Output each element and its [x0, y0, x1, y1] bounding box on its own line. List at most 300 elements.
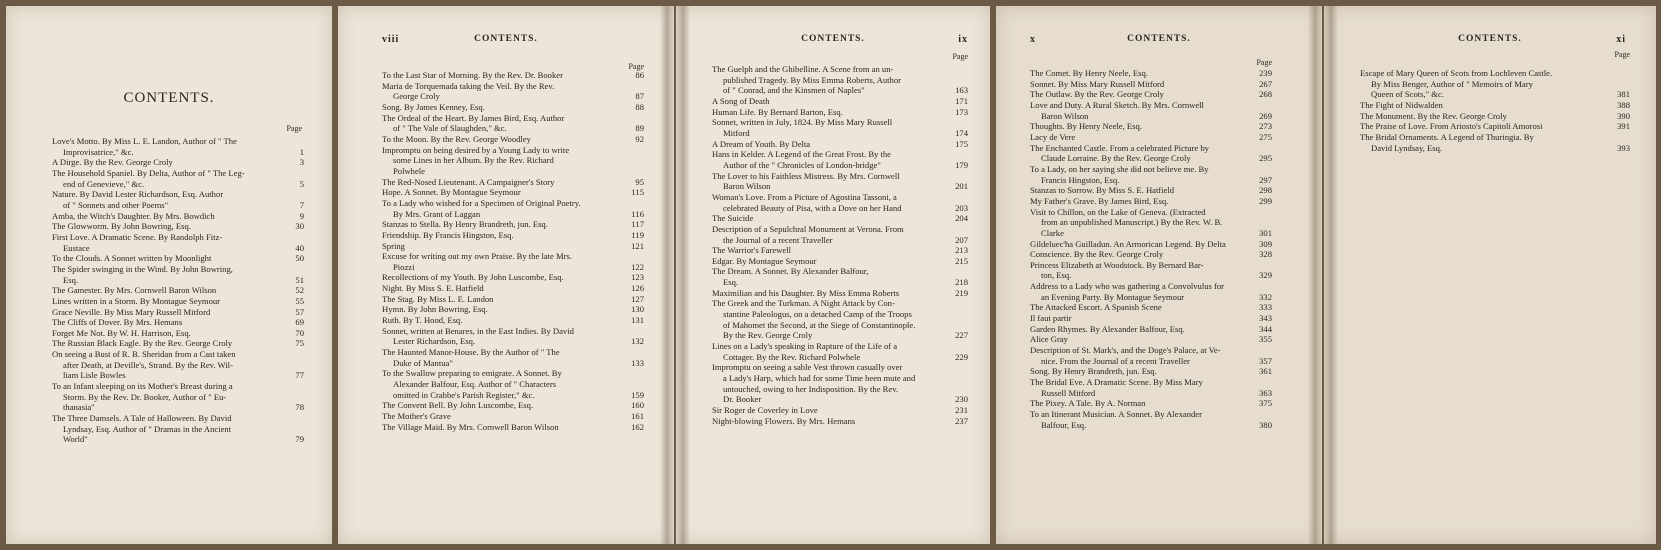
entry-title: Baron Wilson	[1041, 110, 1089, 121]
entry-page-number: 231	[955, 405, 968, 415]
contents-entry	[712, 330, 968, 341]
entry-title: To an Infant sleeping on its Mother's Breast during a	[52, 381, 233, 392]
entry-title: A Song of Death	[712, 95, 770, 106]
entry-title: Song. By Henry Brandreth, jun. Esq.	[1030, 366, 1157, 377]
entry-title: The Comet. By Henry Neele, Esq.	[1030, 68, 1148, 78]
contents-entry	[1030, 196, 1272, 207]
entry-page-number: 297	[1259, 174, 1272, 185]
entry-title: Description of a Sepulchral Monument at Verona. From	[712, 223, 904, 234]
contents-entry	[1030, 420, 1272, 431]
contents-entry	[382, 102, 644, 113]
contents-entry	[712, 213, 968, 224]
contents-entry	[712, 75, 968, 86]
entry-page-number: 207	[955, 234, 968, 245]
entry-page-number: 40	[295, 242, 304, 253]
entry-page-number: 227	[955, 330, 968, 341]
entry-page-number: 357	[1259, 355, 1272, 366]
entry-title: To the Swallow preparing to emigrate. A Sonnet. By	[382, 368, 562, 379]
entry-title: Thoughts. By Henry Neele, Esq.	[1030, 121, 1142, 132]
entry-title: The Village Maid. By Mrs. Cornwell Baron Wilson	[382, 421, 559, 432]
entry-page-number: 127	[631, 293, 644, 304]
entry-page-number: 301	[1259, 227, 1272, 238]
entry-title: The Convent Bell. By John Luscombe, Esq.	[382, 400, 534, 411]
contents-entry	[1030, 366, 1272, 377]
entry-page-number: 132	[631, 336, 644, 347]
contents-entry	[712, 235, 968, 246]
entry-page-number: 57	[295, 306, 304, 317]
entry-title: a Lady's Harp, which had for some Time been mute and	[723, 373, 916, 384]
entry-title: The Russian Black Eagle. By the Rev. George Croly	[52, 338, 233, 349]
entry-page-number: 213	[955, 245, 968, 256]
entry-title: World"	[63, 434, 88, 445]
entry-title: The Lover to his Faithless Mistress. By Mrs. Cornwell	[712, 170, 900, 181]
entry-title: Russell Mitford	[1041, 387, 1096, 398]
entry-title: Maria de Torquemada taking the Veil. By the Rev.	[382, 80, 555, 91]
header-title: CONTENTS.	[474, 34, 538, 44]
entry-title: Grace Neville. By Miss Mary Russell Mitford	[52, 306, 211, 317]
contents-entry	[1030, 398, 1272, 409]
entry-title: The Enchanted Castle. From a celebrated Picture by	[1030, 142, 1209, 153]
page-number: x	[1030, 34, 1036, 45]
contents-entry	[712, 352, 968, 363]
contents-page-1	[6, 6, 332, 544]
entry-page-number: 363	[1259, 387, 1272, 398]
contents-entry	[382, 123, 644, 134]
entry-page-number: 50	[295, 253, 304, 264]
entry-page-number: 219	[955, 287, 968, 298]
entry-page-number: 87	[635, 91, 644, 102]
page-column-label: Page	[1256, 58, 1272, 67]
contents-entry	[1360, 111, 1630, 122]
entry-page-number: 215	[955, 255, 968, 266]
entry-page-number: 344	[1259, 323, 1272, 334]
entry-page-number: 5	[299, 178, 304, 189]
entry-title: The Monument. By the Rev. George Croly	[1360, 110, 1507, 121]
entry-title: liam Lisle Bowles	[63, 370, 126, 381]
contents-entry	[1030, 388, 1272, 399]
entry-page-number: 230	[955, 394, 968, 405]
contents-entry	[1360, 100, 1630, 111]
entry-title: A Dirge. By the Rev. George Croly	[52, 157, 173, 168]
contents-entry	[382, 336, 644, 347]
entry-title: Mitford	[723, 127, 750, 138]
contents-entry	[52, 296, 304, 307]
entry-page-number: 275	[1259, 131, 1272, 142]
contents-entry	[382, 187, 644, 198]
entry-title: To the Last Star of Morning. By the Rev. Dr. Booker	[382, 70, 563, 80]
entry-title: The Ordeal of the Heart. By James Bird, Esq. Author	[382, 112, 565, 123]
entry-title: David Lyndsay, Esq.	[1371, 142, 1443, 153]
entry-page-number: 299	[1259, 195, 1272, 206]
entry-title: Piozzi	[393, 261, 415, 272]
entry-title: stantine Paleologus, on a detached Camp of the Troops	[723, 309, 912, 320]
entry-title: The Mother's Grave	[382, 411, 451, 421]
entry-page-number: 9	[299, 210, 304, 221]
entry-title: Cottager. By the Rev. Richard Polwhele	[723, 351, 861, 362]
entry-title: of Mahomet the Second, at the Siege of Constantinople.	[723, 319, 916, 330]
contents-entry	[382, 166, 644, 177]
entry-page-number: 7	[299, 199, 304, 210]
contents-entry	[712, 149, 968, 160]
contents-entry	[1030, 143, 1272, 154]
entry-title: Polwhele	[393, 165, 425, 176]
contents-entry	[712, 203, 968, 214]
entry-title: Balfour, Esq.	[1041, 419, 1087, 430]
entry-title: end of Genevieve," &c.	[63, 178, 145, 189]
entry-title: Song. By James Kenney, Esq.	[382, 101, 485, 112]
contents-entry	[1030, 249, 1272, 260]
contents-entry	[382, 304, 644, 315]
contents-entry	[52, 200, 304, 211]
entry-page-number: 267	[1259, 78, 1272, 89]
contents-entry	[52, 243, 304, 254]
page-column-label: Page	[1614, 50, 1630, 59]
entry-title: The Guelph and the Ghibelline. A Scene from an un-	[712, 64, 894, 74]
entry-title: A Dream of Youth. By Delta	[712, 138, 811, 149]
contents-entry	[712, 192, 968, 203]
entry-title: Esq.	[63, 274, 79, 285]
contents-entry	[1360, 79, 1630, 90]
entry-title: Sonnet. By Miss Mary Russell Mitford	[1030, 78, 1165, 89]
entry-page-number: 381	[1617, 89, 1630, 100]
entry-title: Love's Motto. By Miss L. E. Landon, Author of " The	[52, 136, 237, 146]
contents-page-ix	[676, 6, 990, 544]
entry-title: By Miss Benger, Author of " Memoirs of Mary	[1371, 78, 1533, 89]
entry-title: Francis Hingston, Esq.	[1041, 174, 1120, 185]
entry-page-number: 95	[635, 176, 644, 187]
entry-page-number: 75	[295, 338, 304, 349]
contents-entry	[52, 370, 304, 381]
contents-entry	[382, 326, 644, 337]
contents-entry	[1030, 228, 1272, 239]
entry-title: Impromptu on being desired by a Young Lady to write	[382, 144, 570, 155]
entry-page-number: 78	[295, 402, 304, 413]
entry-title: The Bridal Ornaments. A Legend of Thuringia. By	[1360, 131, 1534, 142]
contents-entry	[712, 384, 968, 395]
entry-title: omitted in Crabbe's Parish Register," &c.	[393, 389, 535, 400]
entry-page-number: 343	[1259, 313, 1272, 324]
contents-entry	[52, 381, 304, 392]
entry-title: To a Lady, on her saying she did not believe me. By	[1030, 163, 1209, 174]
entry-page-number: 355	[1259, 334, 1272, 345]
contents-list	[52, 136, 304, 445]
contents-entry	[712, 277, 968, 288]
contents-entry	[382, 145, 644, 156]
entry-title: The Attacked Escort. A Spanish Scene	[1030, 302, 1162, 313]
contents-entry	[382, 262, 644, 273]
contents-entry	[1030, 270, 1272, 281]
page-number: viii	[382, 34, 400, 45]
entry-title: Dr. Booker	[723, 394, 762, 405]
contents-entry	[1030, 292, 1272, 303]
entry-title: Spring	[382, 240, 405, 251]
entry-title: Amba, the Witch's Daughter. By Mrs. Bowdich	[52, 210, 215, 221]
contents-entry	[52, 349, 304, 360]
entry-page-number: 329	[1259, 270, 1272, 281]
entry-title: of " Conrad, and the Kinsmen of Naples"	[723, 85, 865, 96]
contents-entry	[52, 275, 304, 286]
entry-title: Queen of Scots," &c.	[1371, 89, 1444, 100]
contents-entry	[52, 168, 304, 179]
contents-entry	[1030, 132, 1272, 143]
entry-page-number: 115	[631, 187, 644, 198]
entry-title: Night. By Miss S. E. Hatfield	[382, 283, 484, 294]
entry-page-number: 160	[631, 400, 644, 411]
entry-page-number: 203	[955, 202, 968, 213]
page-gutter	[1324, 6, 1338, 544]
contents-entry	[382, 91, 644, 102]
entry-title: Duke of Mantua"	[393, 357, 453, 368]
entry-title: Hymn. By John Bowring, Esq.	[382, 304, 488, 315]
entry-title: On seeing a Bust of R. B. Sheridan from a Cast taken	[52, 349, 236, 360]
contents-entry	[382, 390, 644, 401]
entry-title: Lyndsay, Esq. Author of " Dramas in the Ancient	[63, 423, 232, 434]
contents-entry	[382, 347, 644, 358]
entry-page-number: 268	[1259, 89, 1272, 100]
contents-entry	[382, 315, 644, 326]
entry-title: Edgar. By Montague Seymour	[712, 255, 817, 266]
contents-entry	[1030, 313, 1272, 324]
entry-title: Sir Roger de Coverley in Love	[712, 405, 818, 415]
contents-entry	[1030, 185, 1272, 196]
entry-title: To an Itinerant Musician. A Sonnet. By Alexander	[1030, 409, 1202, 419]
entry-title: The Outlaw. By the Rev. George Croly	[1030, 89, 1164, 100]
header-title: CONTENTS.	[1458, 34, 1522, 44]
contents-entry	[52, 338, 304, 349]
contents-entry	[382, 368, 644, 379]
entry-title: the Journal of a recent Traveller	[723, 234, 833, 245]
contents-entry	[1030, 324, 1272, 335]
contents-entry	[712, 181, 968, 192]
entry-page-number: 229	[955, 351, 968, 362]
entry-title: Lines written in a Storm. By Montague Seymour	[52, 295, 221, 306]
entry-page-number: 273	[1259, 121, 1272, 132]
entry-title: Baron Wilson	[723, 181, 771, 192]
entry-title: The Dream. A Sonnet. By Alexander Balfour,	[712, 266, 869, 277]
entry-title: The Gamester. By Mrs. Cornwell Baron Wilson	[52, 285, 217, 296]
entry-page-number: 163	[955, 85, 968, 96]
contents-page-x	[996, 6, 1322, 544]
contents-entry	[382, 241, 644, 252]
entry-title: Alice Gray	[1030, 334, 1068, 345]
page-column-label: Page	[286, 124, 302, 133]
entry-page-number: 179	[955, 159, 968, 170]
page-column-label: Page	[952, 52, 968, 61]
entry-title: after Death, at Deville's, Strand. By the Rev. Wil-	[63, 359, 233, 370]
contents-entry	[382, 219, 644, 230]
contents-entry	[382, 155, 644, 166]
contents-entry	[712, 85, 968, 96]
entry-title: The Household Spaniel. By Delta, Author of " The Leg-	[52, 167, 245, 178]
contents-entry	[1030, 153, 1272, 164]
entry-page-number: 171	[955, 95, 968, 106]
contents-entry	[52, 253, 304, 264]
contents-entry	[382, 358, 644, 369]
entry-title: Claude Lorraine. By the Rev. George Croly	[1041, 153, 1191, 164]
entry-title: Recollections of my Youth. By John Luscombe, Esq.	[382, 272, 564, 283]
entry-page-number: 393	[1617, 142, 1630, 153]
contents-entry	[1030, 68, 1272, 79]
contents-entry	[1030, 217, 1272, 228]
entry-page-number: 161	[631, 411, 644, 421]
contents-entry	[1030, 281, 1272, 292]
entry-page-number: 388	[1617, 99, 1630, 110]
entry-page-number: 237	[955, 415, 968, 426]
entry-title: Garden Rhymes. By Alexander Balfour, Esq.	[1030, 323, 1185, 334]
entry-title: Impromptu on seeing a sable Vest thrown casually over	[712, 362, 903, 373]
contents-entry	[712, 362, 968, 373]
contents-entry	[382, 230, 644, 241]
entry-title: To a Lady who wished for a Specimen of Original Poetry.	[382, 197, 581, 208]
entry-page-number: 328	[1259, 249, 1272, 260]
contents-entry	[1360, 68, 1630, 79]
contents-entry	[1030, 334, 1272, 345]
entry-title: The Suicide	[712, 213, 754, 224]
contents-entry	[52, 413, 304, 424]
entry-title: thanasia"	[63, 402, 95, 413]
contents-entry	[52, 317, 304, 328]
entry-title: The Red-Nosed Lieutenant. A Campaigner's Story	[382, 176, 555, 187]
contents-page-viii	[338, 6, 674, 544]
entry-title: George Croly	[393, 91, 440, 102]
contents-entry	[1030, 100, 1272, 111]
contents-entry	[382, 411, 644, 422]
entry-title: Alexander Balfour, Esq. Author of " Characters	[393, 379, 557, 390]
contents-entry	[712, 128, 968, 139]
entry-title: By the Rev. George Croly	[723, 330, 813, 341]
entry-title: Gildeluec'ha Guilladun. An Armorican Legend. By Delta	[1030, 238, 1226, 249]
entry-page-number: 70	[295, 327, 304, 338]
entry-page-number: 201	[955, 181, 968, 192]
header-title: CONTENTS.	[801, 34, 865, 44]
entry-page-number: 126	[631, 283, 644, 294]
entry-page-number: 309	[1259, 238, 1272, 249]
contents-entry	[712, 341, 968, 352]
contents-entry	[712, 160, 968, 171]
entry-title: The Bridal Eve. A Dramatic Scene. By Miss Mary	[1030, 377, 1203, 388]
entry-title: Stanzas to Sorrow. By Miss S. E. Hatfield	[1030, 185, 1175, 196]
entry-title: First Love. A Dramatic Scene. By Randolph Fitz-	[52, 231, 223, 242]
entry-page-number: 391	[1617, 121, 1630, 132]
entry-title: The Glowworm. By John Bowring, Esq.	[52, 221, 191, 232]
entry-title: The Stag. By Miss L. E. Landon	[382, 293, 494, 304]
entry-page-number: 333	[1259, 302, 1272, 313]
contents-entry	[382, 422, 644, 433]
entry-title: Author of the " Chronicles of London-bridge"	[723, 159, 881, 170]
entry-title: The Fight of Nidwalden	[1360, 99, 1443, 110]
entry-title: Excuse for writing out my own Praise. By the late Mrs.	[382, 251, 572, 262]
entry-title: To the Moon. By the Rev. George Woodley	[382, 133, 531, 144]
contents-entry	[712, 64, 968, 75]
contents-entry	[52, 136, 304, 147]
entry-page-number: 88	[635, 101, 644, 112]
entry-title: Princess Elizabeth at Woodstock. By Bernard Bar-	[1030, 259, 1204, 270]
entry-page-number: 69	[295, 317, 304, 328]
contents-entry	[1030, 89, 1272, 100]
contents-list	[712, 64, 968, 426]
entry-title: The Haunted Manor-House. By the Author of " The	[382, 347, 560, 358]
contents-entry	[52, 328, 304, 339]
contents-entry	[52, 434, 304, 445]
page-title: CONTENTS.	[123, 90, 215, 106]
entry-page-number: 77	[295, 370, 304, 381]
contents-entry	[52, 424, 304, 435]
page-gutter	[676, 6, 690, 544]
entry-title: Night-blowing Flowers. By Mrs. Hemans	[712, 415, 856, 426]
entry-page-number: 174	[955, 127, 968, 138]
entry-page-number: 175	[955, 138, 968, 149]
entry-page-number: 159	[631, 389, 644, 400]
entry-title: celebrated Beauty of Pisa, with a Dove on her Hand	[723, 202, 902, 213]
entry-page-number: 123	[631, 272, 644, 283]
contents-entry	[712, 256, 968, 267]
contents-entry	[1030, 260, 1272, 271]
entry-title: Escape of Mary Queen of Scots from Lochleven Castle.	[1360, 68, 1553, 78]
entry-title: Sonnet, written in July, 1824. By Miss Mary Russell	[712, 117, 893, 128]
contents-entry	[52, 221, 304, 232]
entry-title: The Spider swinging in the Wind. By John Bowring,	[52, 263, 233, 274]
contents-entry	[1030, 111, 1272, 122]
entry-title: of " Sonnets and other Poems"	[63, 199, 169, 210]
entry-title: Lester Richardson, Esq.	[393, 336, 476, 347]
contents-entry	[52, 147, 304, 158]
entry-page-number: 117	[631, 219, 644, 230]
entry-page-number: 239	[1259, 68, 1272, 78]
entry-title: Lacy de Vere	[1030, 131, 1076, 142]
contents-entry	[712, 320, 968, 331]
header-title: CONTENTS.	[1127, 34, 1191, 44]
contents-entry	[1030, 302, 1272, 313]
contents-entry	[712, 373, 968, 384]
entry-title: By Mrs. Grant of Laggan	[393, 208, 481, 219]
entry-page-number: 295	[1259, 153, 1272, 164]
contents-entry	[1030, 345, 1272, 356]
entry-title: The Praise of Love. From Ariosto's Capitoli Amorosi	[1360, 121, 1543, 132]
entry-title: some Lines in her Album. By the Rev. Richard	[393, 155, 554, 166]
entry-title: an Evening Party. By Montague Seymour	[1041, 291, 1185, 302]
contents-entry	[382, 113, 644, 124]
contents-entry	[52, 264, 304, 275]
entry-page-number: 92	[635, 133, 644, 144]
contents-entry	[382, 379, 644, 390]
contents-entry	[382, 251, 644, 262]
contents-entry	[1030, 409, 1272, 420]
contents-entry	[712, 288, 968, 299]
contents-entry	[712, 266, 968, 277]
entry-title: The Greek and the Turkman. A Night Attack by Con-	[712, 298, 895, 309]
entry-title: from an unpublished Manuscript.) By the Rev. W. B.	[1041, 217, 1223, 228]
contents-entry	[52, 392, 304, 403]
page-number: ix	[958, 34, 968, 45]
entry-page-number: 332	[1259, 291, 1272, 302]
contents-entry	[382, 177, 644, 188]
contents-entry	[52, 360, 304, 371]
contents-entry	[712, 405, 968, 416]
entry-page-number: 3	[299, 157, 304, 168]
contents-entry	[712, 107, 968, 118]
contents-entry	[52, 307, 304, 318]
contents-entry	[1360, 89, 1630, 100]
entry-title: Address to a Lady who was gathering a Convolvulus for	[1030, 281, 1225, 292]
entry-title: Maximilian and his Daughter. By Miss Emma Roberts	[712, 287, 900, 298]
entry-page-number: 380	[1259, 419, 1272, 430]
contents-entry	[1030, 239, 1272, 250]
entry-title: Visit to Chillon, on the Lake of Geneva. (Extracted	[1030, 206, 1206, 217]
entry-page-number: 269	[1259, 110, 1272, 121]
contents-entry	[382, 198, 644, 209]
contents-entry	[382, 81, 644, 92]
page-gutter	[1308, 6, 1322, 544]
